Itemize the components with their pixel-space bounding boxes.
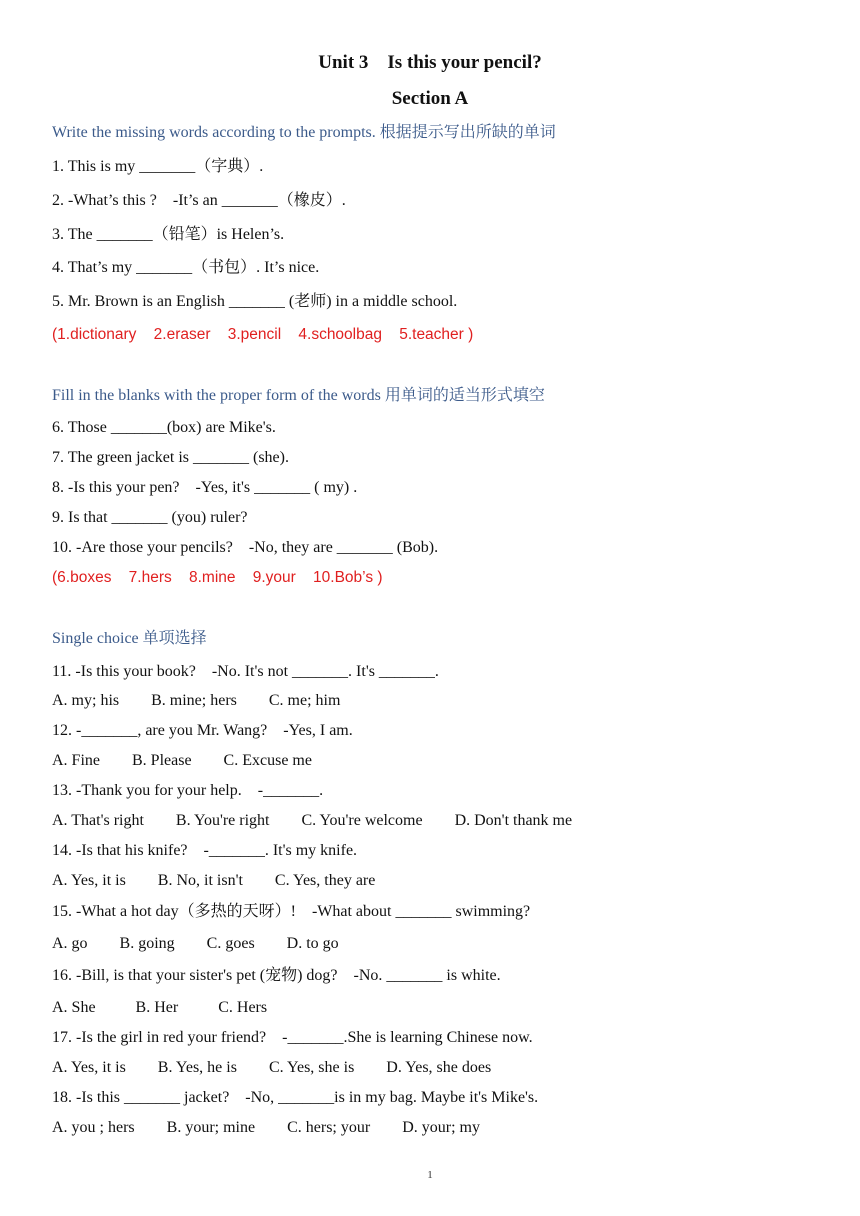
question-item: 5. Mr. Brown is an English _______ (老师) in a middle school. <box>52 293 458 310</box>
question-item: 6. Those _______(box) are Mike's. <box>52 419 276 436</box>
answer-options: A. Yes, it is B. Yes, he is C. Yes, she is D. Yes, she does <box>52 1059 492 1076</box>
answer-options: A. my; his B. mine; hers C. me; him <box>52 692 341 709</box>
question-item: 9. Is that _______ (you) ruler? <box>52 509 248 526</box>
question-item: 2. -What’s this ? -It’s an _______（橡皮）. <box>52 192 346 209</box>
answer-options: A. That's right B. You're right C. You're welcome D. Don't thank me <box>52 812 573 829</box>
question-item: 7. The green jacket is _______ (she). <box>52 449 289 466</box>
section1-heading: Write the missing words according to the prompts. 根据提示写出所缺的单词 <box>52 124 556 141</box>
question-item: 10. -Are those your pencils? -No, they are _______ (Bob). <box>52 539 439 556</box>
question-stem: 12. -_______, are you Mr. Wang? -Yes, I am. <box>52 722 353 739</box>
answer-options: A. She B. Her C. Hers <box>52 999 268 1016</box>
page-number: 1 <box>427 1169 433 1181</box>
question-stem: 14. -Is that his knife? -_______. It's my knife. <box>52 842 358 859</box>
question-item: 1. This is my _______（字典）. <box>52 158 264 175</box>
answer-options: A. you ; hers B. your; mine C. hers; your D. your; my <box>52 1119 480 1136</box>
page-title: Unit 3 Is this your pencil? <box>318 52 542 73</box>
question-stem: 16. -Bill, is that your sister's pet (宠物) dog? -No. _______ is white. <box>52 967 501 984</box>
answer-options: A. Fine B. Please C. Excuse me <box>52 752 312 769</box>
section3-heading: Single choice 单项选择 <box>52 630 207 647</box>
question-stem: 17. -Is the girl in red your friend? -_______.She is learning Chinese now. <box>52 1029 533 1046</box>
section-title: Section A <box>391 88 469 109</box>
answer-options: A. Yes, it is B. No, it isn't C. Yes, they are <box>52 872 376 889</box>
question-item: 8. -Is this your pen? -Yes, it's _______ ( my) . <box>52 479 358 496</box>
section1-answers: (1.dictionary 2.eraser 3.pencil 4.schoolbag 5.teacher ) <box>52 326 474 343</box>
question-stem: 11. -Is this your book? -No. It's not _______. It's _______. <box>52 663 439 680</box>
question-item: 4. That’s my _______（书包）. It’s nice. <box>52 259 320 276</box>
question-item: 3. The _______（铅笔）is Helen’s. <box>52 226 285 243</box>
section2-heading: Fill in the blanks with the proper form of the words 用单词的适当形式填空 <box>52 387 545 404</box>
section2-answers: (6.boxes 7.hers 8.mine 9.your 10.Bob’s ) <box>52 569 383 586</box>
question-stem: 13. -Thank you for your help. -_______. <box>52 782 324 799</box>
answer-options: A. go B. going C. goes D. to go <box>52 935 339 952</box>
question-stem: 15. -What a hot day（多热的天呀）! -What about _______ swimming? <box>52 903 531 920</box>
question-stem: 18. -Is this _______ jacket? -No, _______is in my bag. Maybe it's Mike's. <box>52 1089 539 1106</box>
